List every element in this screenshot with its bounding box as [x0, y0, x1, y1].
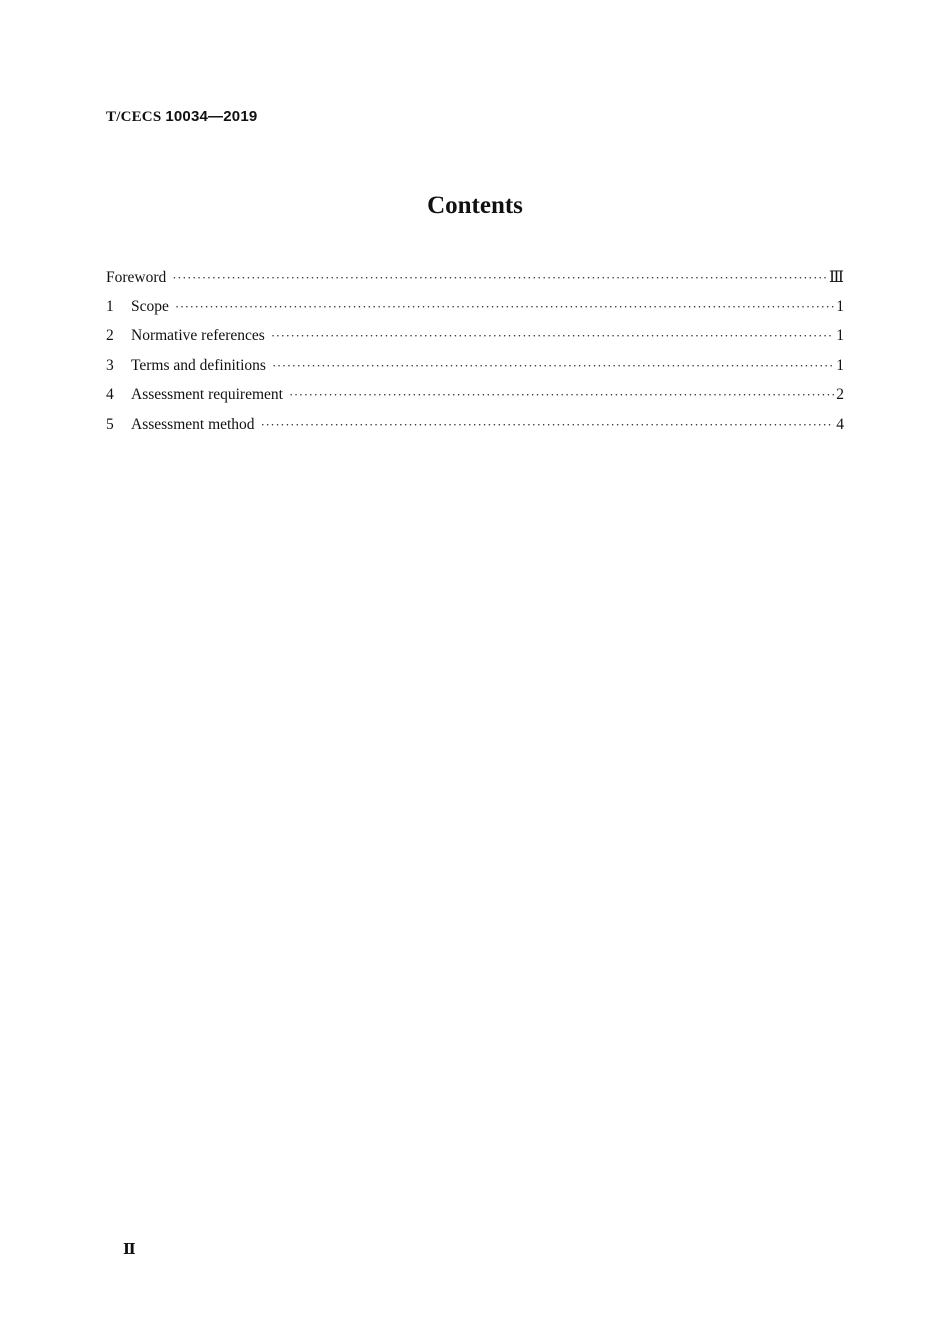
toc-entry-number: 3	[106, 356, 114, 374]
toc-entry-page: Ⅲ	[829, 269, 844, 286]
toc-entry-number: 1	[106, 297, 114, 315]
toc-leader-dots	[261, 417, 834, 433]
toc-entry-page: 2	[836, 386, 844, 404]
page-title: Contents	[427, 192, 523, 219]
toc-entry-label: Foreword	[106, 269, 167, 286]
toc-leader-dots	[271, 328, 834, 344]
toc-entry-assessment-requirement[interactable]	[106, 386, 844, 416]
document-code	[106, 108, 257, 126]
toc-leader-dots	[289, 387, 834, 403]
toc-leader-dots	[175, 299, 834, 315]
toc-entry-label: Assessment method	[131, 415, 255, 433]
toc-entry-number: 5	[106, 415, 114, 433]
page-number: Ⅱ	[123, 1242, 136, 1258]
toc-leader-dots	[172, 270, 829, 286]
toc-entry-normative-references[interactable]	[106, 327, 844, 357]
toc-entry-label: Scope	[131, 297, 169, 315]
toc-entry-label: Assessment requirement	[131, 386, 283, 404]
toc-entry-page: 1	[836, 356, 844, 374]
toc-entry-terms-and-definitions[interactable]	[106, 357, 844, 387]
toc-entry-foreword[interactable]	[106, 268, 844, 298]
standard-prefix: T/CECS	[106, 109, 162, 125]
standard-number: 10034—2019	[165, 108, 258, 125]
toc-entry-label: Normative references	[131, 327, 265, 345]
table-of-contents	[106, 268, 844, 446]
toc-entry-page: 4	[836, 415, 844, 433]
toc-entry-number: 2	[106, 327, 114, 345]
toc-entry-assessment-method[interactable]	[106, 416, 844, 446]
toc-entry-label: Terms and definitions	[131, 356, 266, 374]
toc-entry-number: 4	[106, 386, 114, 404]
toc-entry-scope[interactable]	[106, 298, 844, 328]
toc-leader-dots	[272, 358, 834, 374]
toc-entry-page: 1	[836, 297, 844, 315]
toc-entry-page: 1	[836, 327, 844, 345]
